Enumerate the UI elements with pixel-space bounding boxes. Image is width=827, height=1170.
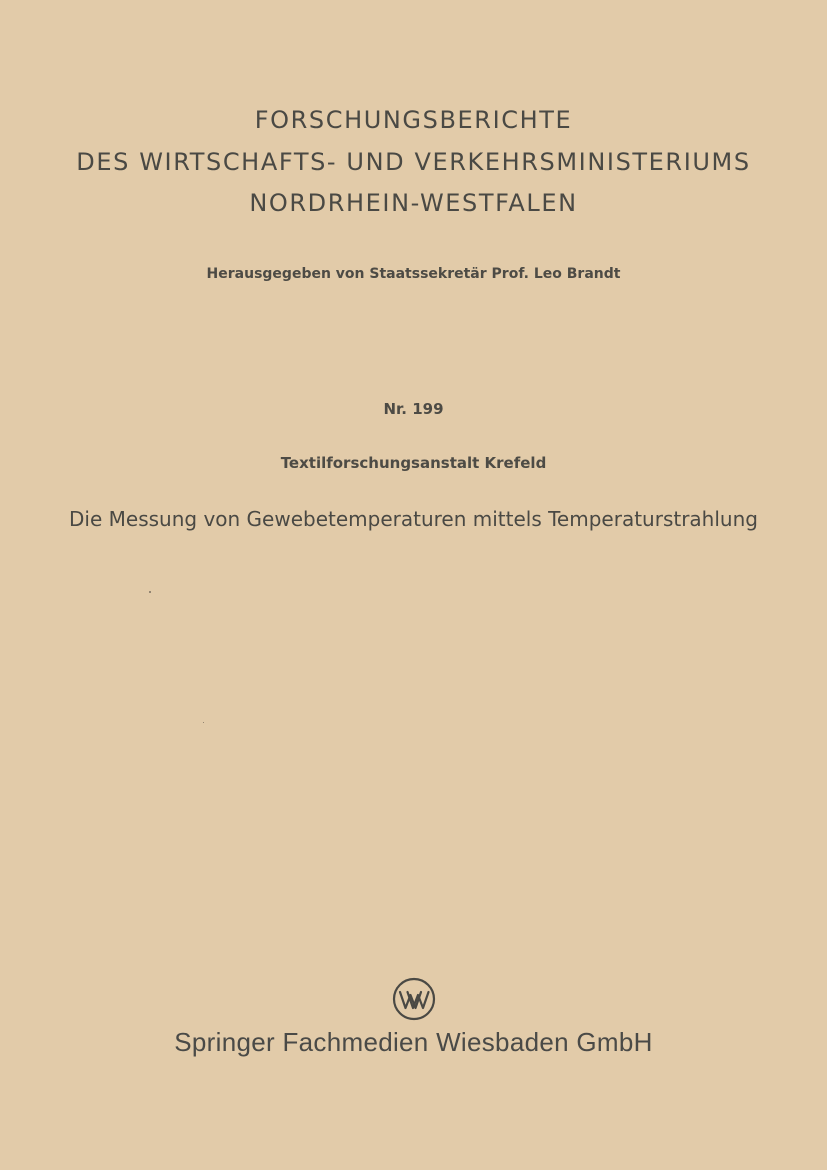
volume-number: Nr. 199 xyxy=(383,400,444,418)
springer-wv-logo-icon xyxy=(392,977,436,1021)
speck-mark xyxy=(149,591,151,593)
speck-mark xyxy=(203,722,204,723)
book-title: Die Messung von Gewebetemperaturen mittels Temperaturstrahlung xyxy=(69,507,758,531)
series-title-line-2: DES WIRTSCHAFTS- UND VERKEHRSMINISTERIUMS xyxy=(76,148,751,176)
series-title-line-1: FORSCHUNGSBERICHTE xyxy=(254,106,573,134)
institution-name: Textilforschungsanstalt Krefeld xyxy=(280,454,547,472)
series-title-line-3: NORDRHEIN-WESTFALEN xyxy=(249,189,578,217)
publisher-name: Springer Fachmedien Wiesbaden GmbH xyxy=(174,1027,653,1057)
editor-line: Herausgegeben von Staatssekretär Prof. Leo Brandt xyxy=(206,266,621,282)
